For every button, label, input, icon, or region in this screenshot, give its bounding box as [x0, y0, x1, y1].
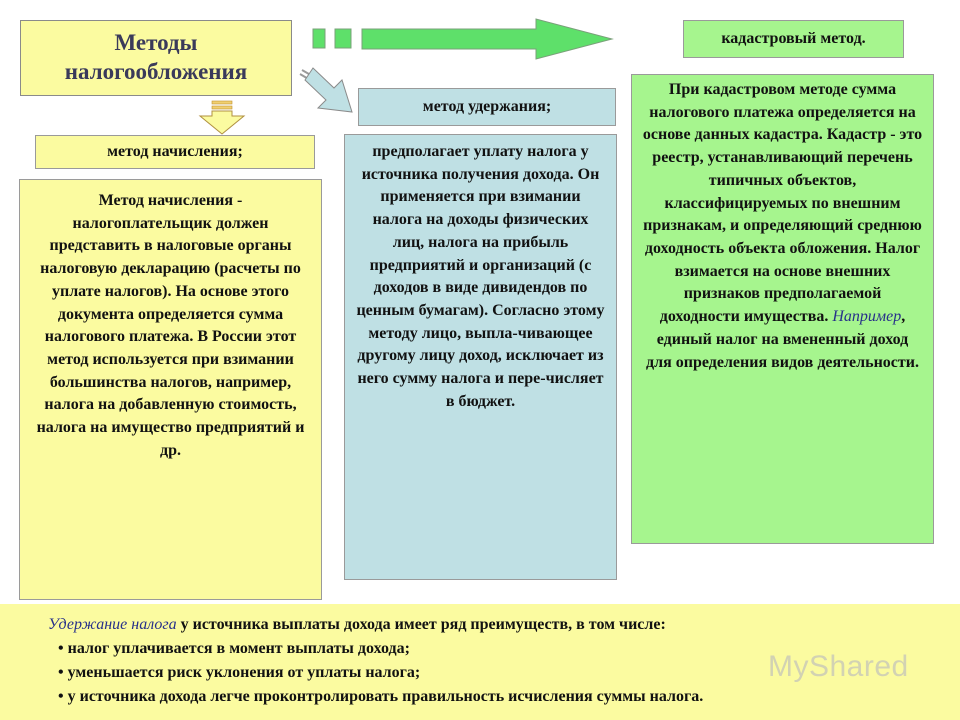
watermark: MyShared: [768, 650, 909, 683]
withholding-method-label: метод удержания;: [422, 98, 552, 115]
cadastral-example-word: Например: [832, 308, 902, 326]
cadastral-method-label: кадастровый метод.: [721, 30, 866, 47]
arrow-to-cadastral: [313, 19, 612, 59]
advantages-lead-rest: у источника выплаты дохода имеет ряд преимуществ, в том числе:: [176, 616, 666, 633]
accrual-method-header: [35, 135, 315, 169]
withholding-description-box: [344, 134, 617, 580]
advantage-item: • у источника дохода легче проконтролировать правильность исчисления суммы налога.: [58, 688, 704, 705]
advantage-item: • уменьшается риск уклонения от уплаты налога;: [58, 664, 421, 681]
accrual-method-label: метод начисления;: [107, 143, 243, 160]
withholding-method-header: [358, 88, 616, 126]
cadastral-description-box: [631, 74, 934, 544]
arrow-to-withholding: [300, 68, 352, 112]
withholding-description: предполагает уплату налога у источника получения дохода. Он применяется при взимании налога на доходы физических лиц, налога на прибыль предприятий и организаций (с доходов в виде дивидендов по ценным бумагам). Согласно этому методу лицо, выпла-чивающее другому лицу доход, исключает из него сумму налога и пере-числяет в бюджет.: [356, 143, 605, 410]
cadastral-method-header: [683, 20, 904, 58]
advantage-item: • налог уплачивается в момент выплаты дохода;: [58, 640, 410, 657]
advantages-lead-italic: Удержание налога: [48, 616, 177, 633]
cadastral-description: При кадастровом методе сумма налогового платежа определяется на основе данных кадастра. Кадастр - это реестр, устанавливающий перечень типичных объектов, классифицируемых по внешним признакам, и определяющий среднюю доходность объекта обложения. Налог взимается на основе внешних признаков предполагаемой доходности имущества.: [642, 81, 923, 326]
diagram-title: Методы налогообложения: [20, 20, 292, 96]
accrual-description: Метод начисления - налогоплательщик должен представить в налоговые органы налоговую декларацию (расчеты по уплате налогов). На основе этого документа определяется сумма налогового платежа. В России этот метод используется при взимании большинства налогов, например, налога на добавленную стоимость, налога на имущество предприятий и др.: [36, 192, 305, 459]
accrual-description-box: [19, 179, 322, 600]
cadastral-description-tail: , единый налог на вмененный доход для определения видов деятельности.: [646, 308, 919, 371]
advantages-lead: [48, 613, 960, 637]
arrow-to-accrual: [200, 101, 244, 134]
